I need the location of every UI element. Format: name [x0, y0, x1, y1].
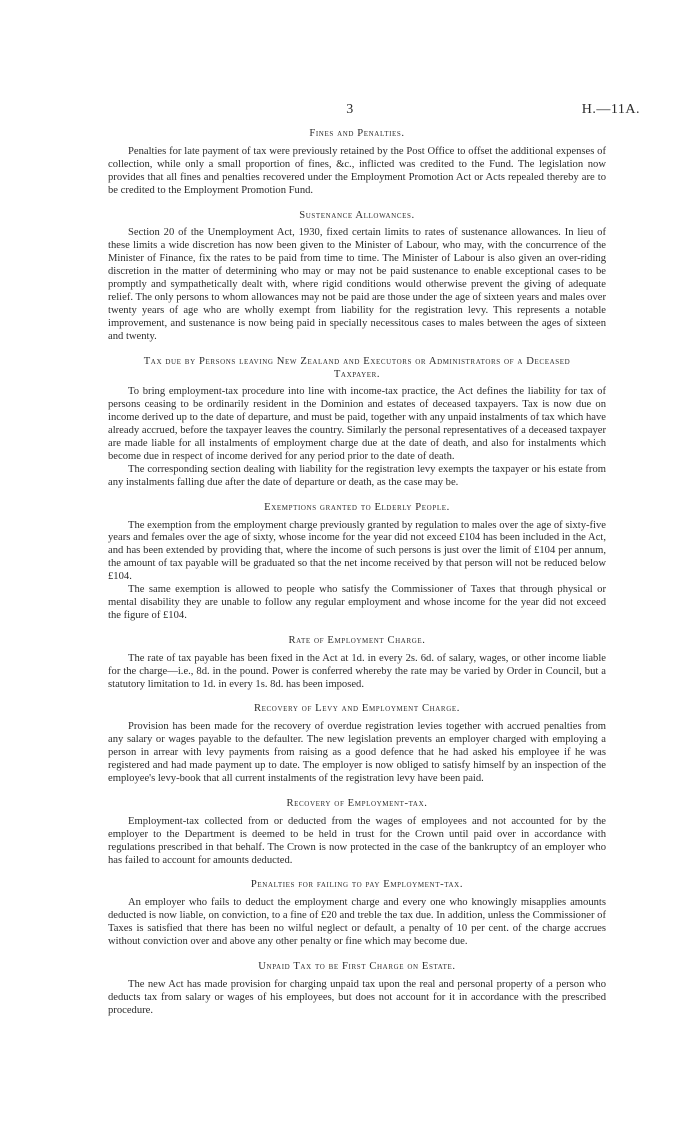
section-heading: Recovery of Levy and Employment Charge. [254, 703, 460, 715]
section-recovery-of-employment-tax [108, 798, 606, 868]
section-heading: Penalties for failing to pay Employment-tax. [250, 879, 464, 891]
section-recovery-of-levy [108, 703, 606, 785]
section-heading: Unpaid Tax to be First Charge on Estate. [258, 960, 456, 972]
section-rate-of-employment-charge [108, 635, 606, 692]
section-heading: Exemptions granted to Elderly People. [264, 501, 450, 513]
paragraph: The rate of tax payable has been fixed in the Act at 1d. in every 2s. 6d. of salary, wages, or other income liable for the charge—i.e., 8d. in the pound. Power is conferred whereby the rate may be varied by Order in Council, but a statutory limitation to 1d. in every 1s. 8d. has been imposed. [108, 652, 606, 690]
section-heading: Recovery of Employment-tax. [286, 797, 428, 809]
paragraph: The corresponding section dealing with liability for the registration levy exempts the taxpayer or his estate from any instalments falling due after the date of departure or death, as the case may be. [108, 463, 606, 488]
section-sustenance-allowances [108, 210, 606, 344]
section-heading: Rate of Employment Charge. [288, 634, 426, 646]
document-body [108, 128, 606, 1018]
paragraph: Section 20 of the Unemployment Act, 1930, fixed certain limits to rates of sustenance allowances. In lieu of these limits a wide discretion has now been given to the Minister of Labour, who may, with the concurrence of the Minister of Finance, fix the rates to be paid from time to time. The Minister of Labour is also given an over-riding discretion in the matter of determining who may or may not be paid sustenance to enable exceptional cases to be promptly and sympathetically dealt with, where rigid conditions would otherwise prevent the giving of adequate relief. The only persons to whom allowances may not be paid are those under the age of sixteen years and males over twenty years of age who are wholly exempt from liability for the registration levy. This represents a notable improvement, and sustenance is now being paid in specially necessitous cases to males between the ages of sixteen and twenty. [108, 227, 606, 342]
section-exemptions-elderly [108, 502, 606, 623]
paragraph: Provision has been made for the recovery of overdue registration levies together with accrued penalties from any salary or wages payable to the defaulter. The new legislation prevents an employer charged with employing a person in arrear with levy payments from raising as a good defence that he had asked his employee if he was registered and had made payment up to date. The employer is now obliged to satisfy himself by an inspection of the employee's levy-book that all current instalments of the registration levy have been paid. [108, 721, 606, 784]
section-fines-and-penalties [108, 128, 606, 198]
section-tax-due-persons-leaving [108, 356, 606, 490]
paragraph: Penalties for late payment of tax were previously retained by the Post Office to offset the additional expenses of collection, while only a small proportion of fines, &c., inflicted was credited to the Fund. The legislation now provides that all fines and penalties recovered under the Employment Promotion Act or Acts repealed thereby are to be credited to the Employment Promotion Fund. [108, 145, 606, 196]
paragraph: Employment-tax collected from or deducted from the wages of employees and not accounted for by the employer to the Department is deemed to be held in trust for the Crown until paid over in accordance with regulations prescribed in that behalf. The Crown is now protected in the case of the bankruptcy of an employer who has failed to account for amounts deducted. [108, 815, 606, 866]
section-heading: Fines and Penalties. [309, 128, 405, 139]
document-reference: H.—11A. [581, 102, 640, 117]
section-unpaid-tax-first-charge [108, 961, 606, 1018]
paragraph: The new Act has made provision for charging unpaid tax upon the real and personal property of a person who deducts tax from salary or wages of his employees, but does not account for it in accordance with the prescribed procedure. [108, 978, 606, 1016]
page-number: 3 [346, 102, 354, 117]
section-penalties-failing-to-pay [108, 879, 606, 949]
paragraph: To bring employment-tax procedure into line with income-tax practice, the Act defines the liability for tax of persons ceasing to be ordinarily resident in the Dominion and estates of deceased taxpayers. Tax is now due on income derived up to the date of departure, and must be paid, together with any unpaid instalments of tax which have already accrued, before the taxpayer leaves the country. Similarly the personal representatives of a deceased taxpayer are made liable for all instalments of employment charge due at the date of death, and also for instalments which become due in respect of income derived for any period prior to the date of death. [108, 386, 606, 462]
section-heading: Sustenance Allowances. [299, 209, 415, 221]
paragraph: An employer who fails to deduct the employment charge and every one who knowingly misapplies amounts deducted is now liable, on conviction, to a fine of £20 and treble the tax due. In addition, unless the Commissioner of Taxes is satisfied that there has been no wilful neglect or default, a penalty of 10 per cent. of the charge accrues without conviction over and above any other penalty or fine which may become due. [108, 897, 606, 948]
paragraph: The same exemption is allowed to people who satisfy the Commissioner of Taxes that through physical or mental disability they are unable to follow any regular employment and whose income for the year did not exceed the figure of £104. [108, 584, 606, 621]
section-heading: Tax due by Persons leaving New Zealand and Executors or Administrators of a Deceased Taxpayer. [143, 355, 571, 380]
paragraph: The exemption from the employment charge previously granted by regulation to males over the age of sixty-five years and females over the age of sixty, whose income for the year did not exceed £104 has been included in the Act, and has been extended by providing that, where the income of such persons is just over the limit of £104 per annum, the amount of tax payable will be graduated so that the net income received by that person will not be reduced below £104. [108, 519, 606, 583]
